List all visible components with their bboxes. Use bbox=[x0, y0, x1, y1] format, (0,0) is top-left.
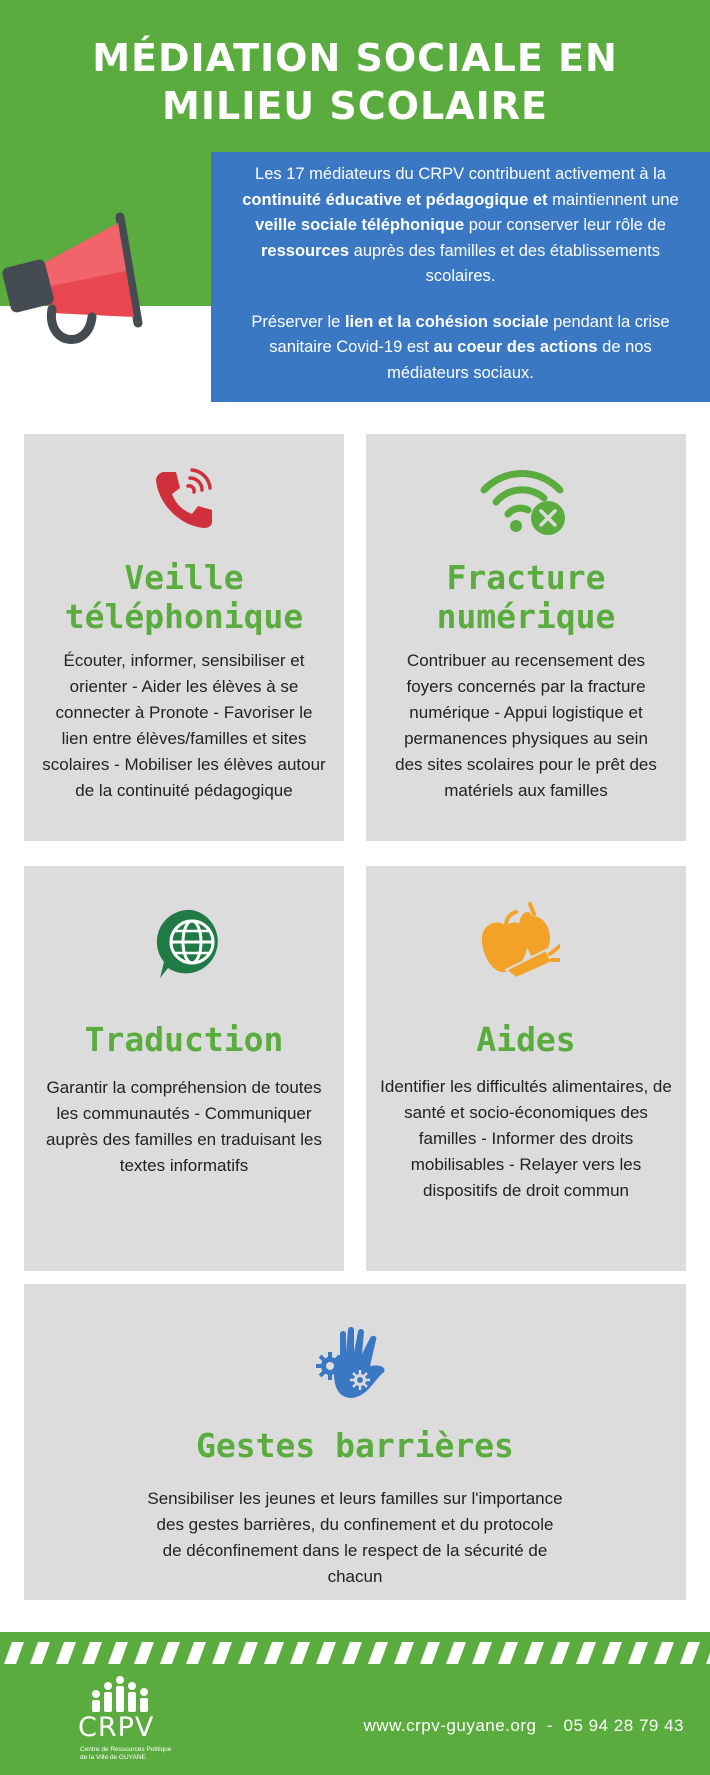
intro-emphasis: lien et la cohésion sociale bbox=[344, 312, 549, 331]
intro-paragraph-1 bbox=[227, 162, 694, 290]
logo-subtext-1: Centre de Ressources Politique bbox=[80, 1746, 172, 1753]
megaphone-icon bbox=[0, 205, 150, 355]
card-fracture-numerique bbox=[366, 434, 686, 841]
food-icon bbox=[476, 902, 560, 982]
card-title-traduction: Traduction bbox=[84, 1020, 284, 1059]
card-title-gestes: Gestes barrières bbox=[196, 1426, 514, 1465]
card-text-veille: Écouter, informer, sensibiliser et orienter - Aider les élèves à se connecter à Pronote - Favoriser le lien entre élèves/familles et sites scolaires - Mobiliser les élèves autour de la continuité pédagogique bbox=[42, 651, 326, 800]
card-title-aides: Aides bbox=[476, 1020, 576, 1059]
card-text-gestes: Sensibiliser les jeunes et leurs familles sur l'importance des gestes barrières, du confinement et du protocole de déconfinement dans le respect de la sécurité de chacun bbox=[147, 1489, 563, 1586]
intro-paragraph-2 bbox=[227, 310, 694, 387]
intro-text: auprès des familles et des établissements scolaires. bbox=[349, 241, 660, 285]
intro-text: Préserver le bbox=[251, 312, 345, 331]
logo-text: CRPV bbox=[78, 1712, 155, 1743]
intro-text: pour conserver leur rôle de bbox=[464, 216, 666, 234]
wifi-off-icon bbox=[478, 466, 570, 538]
card-title-fracture bbox=[366, 558, 686, 636]
card-title-veille bbox=[24, 558, 344, 636]
title-line-2: MILIEU SCOLAIRE bbox=[162, 84, 548, 128]
intro-text: maintiennent une bbox=[547, 190, 679, 209]
intro-text: Les 17 médiateurs du CRPV contribuent activement à la bbox=[255, 165, 666, 183]
phone-icon bbox=[150, 464, 220, 534]
card-text-traduction: Garantir la compréhension de toutes les communautés - Communiquer auprès des familles en traduisant les textes informatifs bbox=[46, 1078, 322, 1175]
intro-text: pendant la crise sanitaire Covid-19 est bbox=[269, 312, 670, 356]
crpv-logo bbox=[78, 1674, 178, 1774]
intro-emphasis: veille sociale téléphonique bbox=[255, 216, 465, 234]
intro-emphasis: ressources bbox=[261, 241, 350, 260]
intro-box bbox=[211, 152, 710, 402]
website-link[interactable]: www.crpv-guyane.org bbox=[363, 1716, 537, 1735]
stripe-divider bbox=[0, 1642, 710, 1664]
card-text-aides: Identifier les difficultés alimentaires, de santé et socio-économiques des familles - Informer des droits mobilisables - Relayer vers les dispositifs de droit commun bbox=[380, 1077, 672, 1200]
card-title-line: Veille bbox=[124, 558, 244, 597]
card-title-line: Fracture bbox=[446, 558, 606, 597]
card-gestes-barrieres bbox=[24, 1284, 686, 1600]
contact-separator: - bbox=[536, 1716, 564, 1735]
card-title-line: téléphonique bbox=[64, 597, 304, 636]
card-traduction bbox=[24, 866, 344, 1271]
logo-subtext-2: de la Ville de GUYANE bbox=[80, 1754, 146, 1761]
card-veille-telephonique bbox=[24, 434, 344, 841]
card-aides bbox=[366, 866, 686, 1271]
footer bbox=[0, 1632, 710, 1775]
contact-info bbox=[364, 1716, 684, 1736]
title-line-1: MÉDIATION SOCIALE EN bbox=[92, 36, 618, 80]
card-text-fracture: Contribuer au recensement des foyers concernés par la fracture numérique - Appui logistique et permanences physiques au sein des sites scolaires pour le prêt des matériels aux familles bbox=[395, 651, 657, 800]
card-title-line: numérique bbox=[436, 597, 616, 636]
phone-number[interactable]: 05 94 28 79 43 bbox=[563, 1716, 684, 1735]
hand-virus-icon bbox=[316, 1324, 396, 1404]
page-title bbox=[0, 34, 710, 130]
globe-chat-icon bbox=[154, 906, 230, 982]
intro-emphasis: continuité éducative et pédagogique et bbox=[242, 190, 548, 209]
intro-emphasis: au coeur des actions bbox=[433, 338, 598, 356]
intro-text: de nos médiateurs sociaux. bbox=[387, 338, 652, 382]
